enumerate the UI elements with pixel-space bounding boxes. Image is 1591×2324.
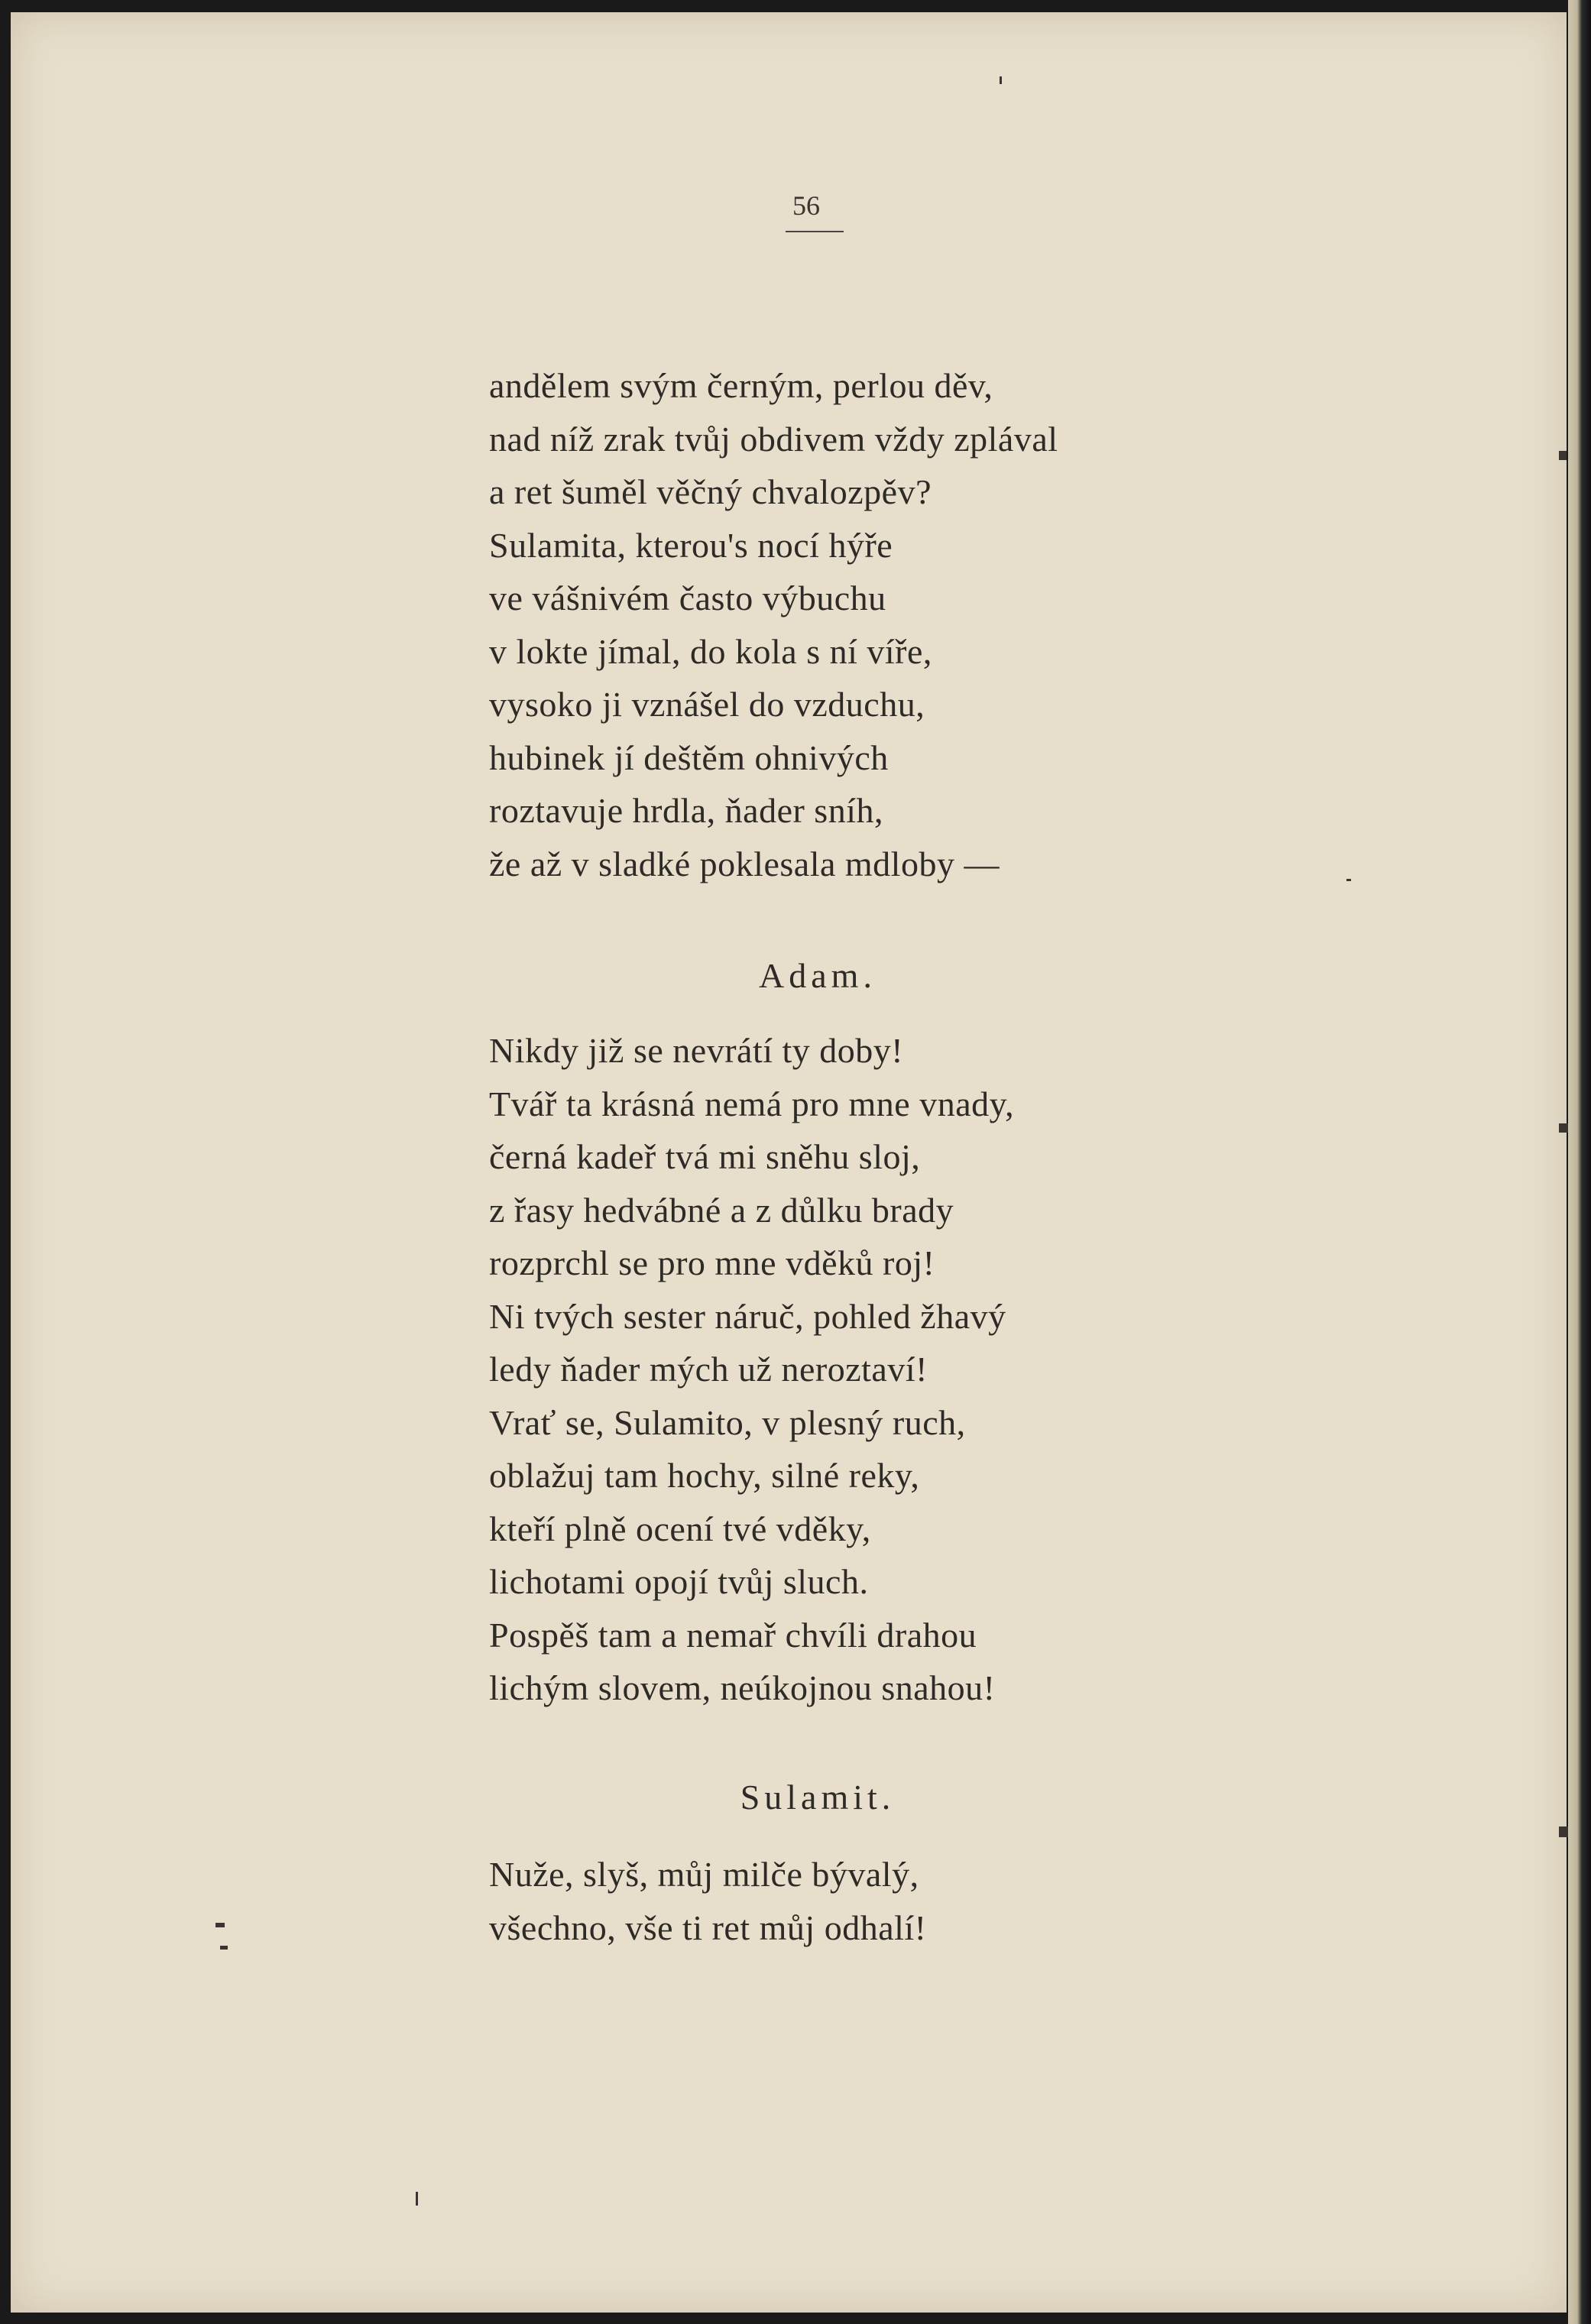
verse-line: a ret šuměl věčný chvalozpěv? xyxy=(489,472,932,511)
verse-line: černá kadeř tvá mi sněhu sloj, xyxy=(489,1137,921,1176)
stanza-2 xyxy=(489,1024,1253,1715)
margin-speck xyxy=(1000,76,1002,84)
verse-line: že až v sladké poklesala mdloby — xyxy=(489,844,1000,883)
verse-line: lichým slovem, neúkojnou snahou! xyxy=(489,1668,996,1707)
verse-line: Tvář ta krásná nemá pro mne vnady, xyxy=(489,1084,1015,1123)
stanza-1 xyxy=(489,359,1253,890)
stanza-3 xyxy=(489,1848,1253,1954)
page-number: 56 xyxy=(792,190,820,221)
verse-line: rozprchl se pro mne vděků roj! xyxy=(489,1243,935,1282)
verse-line: vysoko ji vznášel do vzduchu, xyxy=(489,685,925,724)
margin-speck xyxy=(1346,879,1351,881)
verse-line: z řasy hedvábné a z důlku brady xyxy=(489,1190,954,1230)
verse-line: Nuže, slyš, můj milče bývalý, xyxy=(489,1855,919,1894)
verse-line: kteří plně ocení tvé vděky, xyxy=(489,1509,871,1548)
verse-line: ve vášnivém často výbuchu xyxy=(489,579,886,617)
verse-line: roztavuje hrdla, ňader sníh, xyxy=(489,791,883,830)
page-number-rule xyxy=(786,231,844,232)
page-edge xyxy=(1568,0,1591,2324)
verse-line: Pospěš tam a nemař chvíli drahou xyxy=(489,1615,977,1655)
verse-line: nad níž zrak tvůj obdivem vždy zplával xyxy=(489,419,1058,459)
verse-line: všechno, vše ti ret můj odhalí! xyxy=(489,1907,927,1947)
margin-speck xyxy=(215,1923,225,1927)
verse-line: Sulamita, kterou's nocí hýře xyxy=(489,525,893,565)
margin-speck xyxy=(1559,451,1567,460)
margin-speck xyxy=(1559,1123,1568,1133)
verse-line: lichotami opojí tvůj sluch. xyxy=(489,1562,869,1601)
speaker-heading-adam: Adam. xyxy=(759,956,877,995)
verse-line: ledy ňader mých už neroztaví! xyxy=(489,1350,928,1389)
verse-line: Vrať se, Sulamito, v plesný ruch, xyxy=(489,1402,966,1442)
verse-line: oblažuj tam hochy, silné reky, xyxy=(489,1456,920,1495)
verse-line: hubinek jí deštěm ohnivých xyxy=(489,737,889,777)
margin-speck xyxy=(1559,1826,1568,1837)
margin-speck xyxy=(220,1946,228,1950)
verse-line: Nikdy již se nevrátí ty doby! xyxy=(489,1031,904,1070)
speaker-heading-sulamit: Sulamit. xyxy=(740,1778,896,1817)
verse-line: andělem svým černým, perlou děv, xyxy=(489,366,993,405)
margin-speck xyxy=(416,2192,418,2206)
verse-line: Ni tvých sester náruč, pohled žhavý xyxy=(489,1296,1006,1336)
verse-line: v lokte jímal, do kola s ní víře, xyxy=(489,631,932,671)
